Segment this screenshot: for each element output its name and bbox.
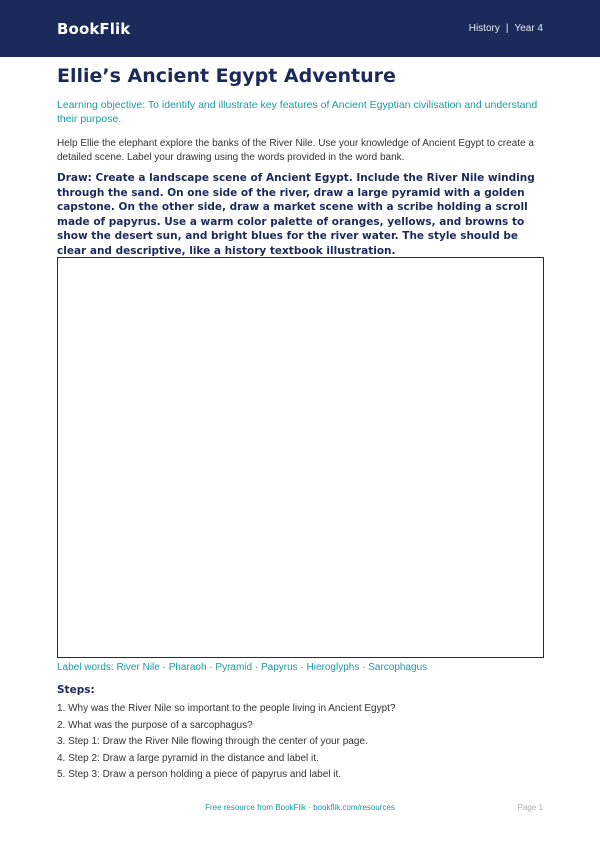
- drawing-area[interactable]: [57, 257, 544, 658]
- step-item: 3. Step 1: Draw the River Nile flowing through the center of your page.: [57, 736, 368, 748]
- draw-prompt: Draw: Create a landscape scene of Ancient Egypt. Include the River Nile winding through the sand. On one side of the river, draw a large pyramid with a golden capstone. On the other side, draw a market scene with a scribe holding a scroll made of papyrus. Use a warm color palette of oranges, yellows, and browns to show the desert sun, and bright blues for the river water. The style should be clear and descriptive, like a history textbook illustration.: [57, 172, 535, 257]
- step-item: 2. What was the purpose of a sarcophagus?: [57, 719, 253, 731]
- learning-objective: Learning objective: To identify and illustrate key features of Ancient Egyptian civilisation and understand their purpose.: [57, 99, 538, 125]
- steps-heading: Steps:: [57, 684, 95, 696]
- page-number: Page 1: [517, 803, 543, 812]
- footer-resource-link[interactable]: Free resource from BookFlik · bookflik.com/resources: [205, 803, 395, 812]
- label-word-bank: Label words: River Nile · Pharaoh · Pyramid · Papyrus · Hieroglyphs · Sarcophagus: [57, 662, 428, 673]
- step-item: 4. Step 2: Draw a large pyramid in the distance and label it.: [57, 752, 319, 764]
- year-label: Year 4: [514, 23, 543, 34]
- brand-logo[interactable]: BookFlik: [57, 19, 131, 38]
- step-item: 5. Step 3: Draw a person holding a piece of papyrus and label it.: [57, 769, 342, 781]
- header-separator: |: [505, 23, 509, 34]
- steps-list: [57, 702, 547, 785]
- header-meta: [469, 23, 543, 34]
- page-title: Ellie’s Ancient Egypt Adventure: [57, 65, 396, 87]
- subject-label: History: [468, 23, 500, 34]
- step-item: 1. Why was the River Nile so important to the people living in Ancient Egypt?: [57, 703, 396, 714]
- intro-text: Help Ellie the elephant explore the banks of the River Nile. Use your knowledge of Ancient Egypt to create a detailed scene. Label your drawing using the words provided in the word bank.: [57, 138, 534, 163]
- header-bar: [0, 0, 600, 57]
